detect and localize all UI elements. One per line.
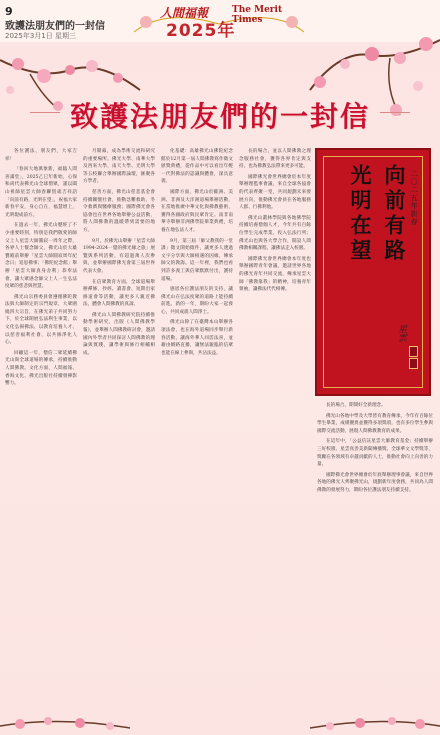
calligraphy-card (315, 148, 431, 396)
paragraph: 國際方面，佛光山於歐洲、美洲、非洲及大洋洲道場舉辦活動，在當地推廣中華文化與佛教藝術，獲得各國政府與民眾肯定。南非南華寺舉辦非洲佛學院畢業典禮，培養在地弘法人才。 (161, 189, 233, 233)
page-number: 9 (5, 5, 13, 18)
article-column-1 (5, 148, 77, 706)
paragraph: 佛光山人間佛教研究院持續推動學術研究，出版《人間佛教學報》，並舉辦人間佛教研討會，邀請國內外學者共同探討人間佛教的理論與實踐，讓學術與修行相輔相成。 (83, 312, 155, 356)
masthead (124, 2, 314, 41)
seal-stamp-icon (409, 346, 418, 357)
paragraph: 化基礎：高雄佛光山佛陀紀念館於12月第一屆人間佛教寫作徵文頒獎典禮，從作品中可以看出年輕一代對佛法的認識與體會，深具意義。 (161, 149, 233, 185)
article-column-4 (239, 148, 311, 706)
paragraph: 回顧這一年，僧信二眾延續佛光山與全球道場的傳承，持續推動人間佛教。文化方面，人間福報、香海文化、佛光出版社持續發揮影響力。 (5, 350, 77, 387)
calligraphy-line-2: 光明在望 (348, 164, 373, 264)
article-headline: 致護法朋友們的一封信 (69, 100, 370, 133)
masthead-english: The Merit Times (232, 5, 283, 25)
calligraphy-year-note: 二〇二五年新春 (410, 170, 418, 226)
paragraph: 9月，第三屆「師父教我的一堂課」徵文開始徵件，讓更多人透過文字分享與大師相遇的因緣，傳承師父的教誨。這一年裡，我們也看到許多義工與信眾默默付出，護持道場。 (161, 238, 233, 282)
paragraph: 長的場合，並以人間佛教之理念服務社會，獲得各界肯定與支持，也為佛教弘法帶來更多可能。 (239, 149, 311, 170)
masthead-year: 2025年 (166, 21, 236, 41)
paragraph: 9月，於佛光山舉辦「星雲大師1994-2024一覺的佛光緣之旅」展覽與系列活動，有超過萬人次參與，並舉辦國際佛光會第三屆世界代表大會。 (83, 238, 155, 274)
paragraph: 佛光山除了在臺灣本山舉辦各項法會，也在海外道場同步舉行新春活動，讓海外華人同霑法喜，並藉由網路直播，讓無法親臨的信眾也能在線上參與，共沾法益。 (161, 320, 233, 356)
paragraph: 在過去一年，佛光山歷經了不少重要時刻，特別是我們敬愛的師父上人星雲大師圓寂一周年之際，各界人士懷念師父，佛光山於大雄寶殿前舉辦「星雲大師圓寂周年紀念日」追思佛事；「佛陀紀念館」舉辦「星雲大師真身舍利」恭奉法會，讓大眾感念師父上人一生弘法度眾的慈悲與智慧。 (5, 223, 77, 290)
article-column-5 (317, 402, 433, 706)
paragraph: 各位護法、朋友們，大家吉祥！ (5, 149, 77, 162)
section-title: 致護法朋友們的一封信 (5, 21, 105, 32)
calligraphy-signature: 星雲 (396, 324, 406, 342)
paragraph: 國際佛光會世界總會本年度也舉辦國際青年會議，邀請世界各地的佛光青年共同交流，傳承星雲大師「佛教靠我」的精神，培養青年領袖，讓佛法代代相傳。 (239, 256, 311, 293)
paragraph: 國際佛光會世界總會於年底舉辦理事會議，來自世界各地的佛光人齊聚佛光山，規劃新年度會務，共同為人間佛教的發展努力，期盼各位護法朋友持續支持。 (317, 472, 433, 493)
paragraph: 在信眾教育方面，全球道場舉辦禪修、抄經、讀書會、短期出家修道會等活動，讓更多人親近佛法，體會人間佛教的真諦。 (83, 279, 155, 308)
paragraph: 慈善方面，佛光山慈悲基金會持續關懷社會，推動急難救助、冬令救濟與醫療服務；國際佛光會各協會也在世界各地舉辦公益活動，將人間佛教的溫暖帶到需要的地方。 (83, 189, 155, 233)
seal-stamp-icon (409, 358, 418, 369)
paragraph: 在這年中，「公益信託星雲大師教育基金」持續舉辦三好校園、星雲真善美新聞傳播獎、全球華文文學獎等，獎勵在各領域有卓越貢獻的人士，推動社會向上向善的力量。 (317, 439, 433, 468)
paragraph: 佛光山各地中學及大學皆有教育傳承，今年有百餘位學生畢業，成績優異並獲得多項獎項，也有多位學生參與國際交流活動，展現人間佛教教育的成果。 (317, 413, 433, 434)
paragraph: 佛光山宗務委員會遵循佛陀教法與大師制定的宗門規章，大眾圍繞四大宗旨，在佛光弟子共同努力下，於全球開展弘法利生事業，以文化弘揚佛法、以教育培養人才、以慈善福利社會、以共修淨化人心。 (5, 294, 77, 346)
paragraph: 佛光山叢林學院與各地佛學院持續培養僧伽人才，今年共有百餘位學生完成學業，投入弘法行列；佛光山也與各大學合作，開設人間佛教相關課程，讓佛法走入校園。 (239, 215, 311, 252)
paragraph: 感恩各位護法朋友的支持，讓佛光山在弘法度眾的道路上能持續前進。新的一年，期盼大家一起發心，共同成就人間淨土。 (161, 287, 233, 315)
issue-date: 2025年3月1日 星期三 (5, 32, 76, 40)
footer-blossom-decoration (0, 712, 440, 735)
calligraphy-line-1: 向前有路 (382, 164, 407, 264)
paragraph: 月開幕，成為學術交流和研究的重要場所。佛光大學、南華大學及西來大學、南天大學、光明大學等五校聯合舉辦國際論壇，匯聚各方學者。 (83, 149, 155, 185)
paragraph: 國際佛光會世界總會於本年度舉辦理監事會議，來自全球各協會的代表齊聚一堂，共同規劃未來發展方向，推動佛光會員在各地服務人群、行佛利他。 (239, 174, 311, 211)
paragraph: 長的場合，期間好全新理念。 (326, 403, 386, 408)
article-column-2 (83, 148, 155, 706)
paragraph: 「春回大地萬象新，福臨人間喜滿堂」，2025乙巳年新始，心保和尚代表佛光山全球僧眾，謹以閩山祖師星雲大師春聯賀歲吉祥語「向前有路，光明在望」，祝福大家新春平安，身心自在，福慧增上，光明現成前方。 (5, 167, 77, 218)
article-column-3 (161, 148, 233, 706)
masthead-chinese: 人間福報 (160, 6, 209, 20)
